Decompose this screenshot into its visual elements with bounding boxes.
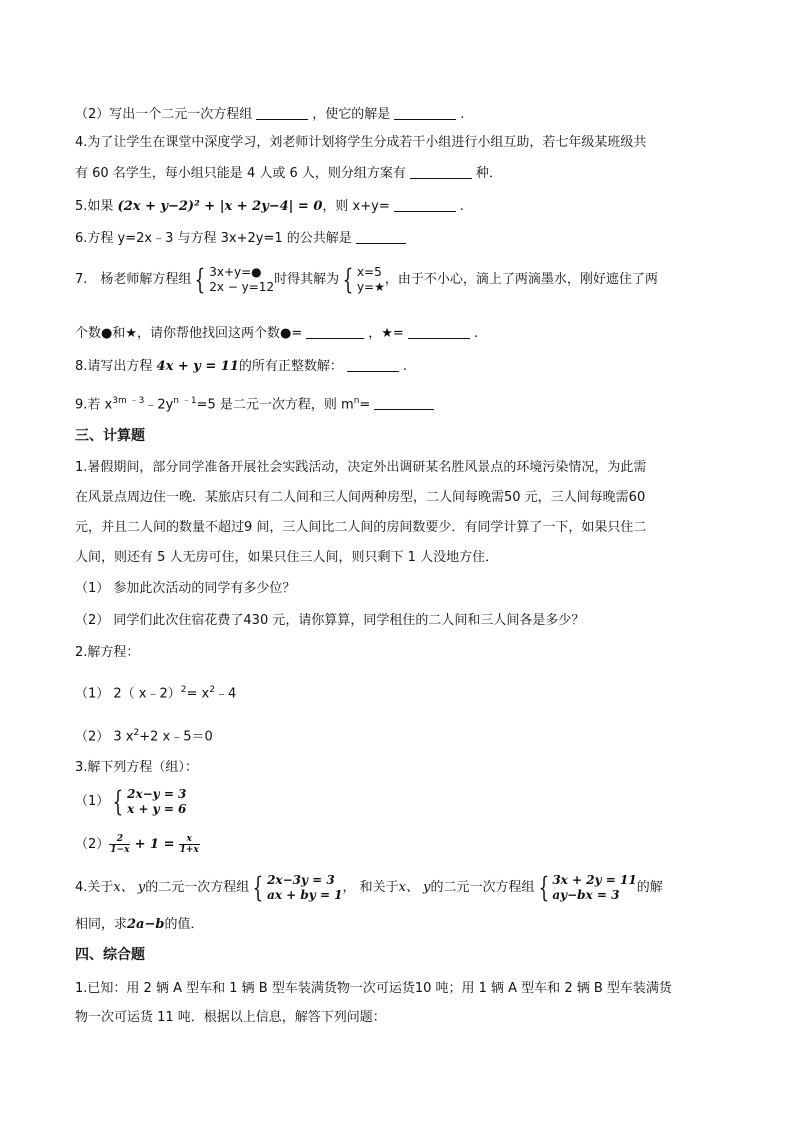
equation-system: 3x+y=● 2x − y=12	[209, 264, 275, 294]
comprehensive-1-line1: 1.已知：用 2 辆 A 型车和 1 辆 B 型车装满货物一次可运货10 吨；用 1 辆 A 型车和 2 辆 B 型车装满货	[75, 981, 672, 996]
section-title-comprehensive: 四、综合题	[75, 947, 145, 963]
equation: (2x + y−2)² + |x + 2y−4| = 0	[117, 199, 323, 214]
problem-3-title: 3.解下列方程（组）：	[75, 760, 198, 775]
comprehensive-1-line2: 物一次可运货 11 吨．根据以上信息，解答下列问题：	[75, 1010, 386, 1025]
answer-blank[interactable]	[408, 324, 470, 339]
answer-blank[interactable]	[306, 324, 364, 339]
equation-system: 3x + 2y = 11 ay−bx = 3	[552, 872, 637, 902]
question-9: 9.若 $x^{3m ﹣3}﹣2y^{n ﹣1}=5$ 是二元一次方程，则 $m^n=$	[75, 392, 734, 414]
question-8: 8.请写出方程 4x + y = 11的所有正整数解： .	[75, 359, 408, 374]
answer-blank[interactable]	[356, 229, 406, 244]
problem-2-title: 2.解方程：	[75, 645, 140, 660]
fraction: $\frac{x}{1+x}$	[179, 834, 199, 855]
problem-3-q1: （1） { 2x−y = 3 x + y = 6	[75, 784, 187, 818]
left-brace: {	[342, 262, 354, 296]
question-7-line1: 7. 杨老师解方程组 { 3x+y=● 2x − y=12 时得其解为 { x=5 y=★ ，由于不小心，滴上了两滴墨水，刚好遮住了两	[75, 262, 658, 296]
problem-1-q1: （1） 参加此次活动的同学有多少位？	[75, 581, 296, 596]
problem-4-line1: 4.关于x、 y的二元一次方程组 { 2x−3y = 3 ax + by = 1 ， 和关于x、 y的二元一次方程组 { 3x + 2y = 11 ay−bx = 3 的解	[75, 870, 663, 904]
equation-system: 2x−y = 3 x + y = 6	[127, 786, 187, 816]
problem-1-line3: 元，并且二人间的数量不超过9 间，三人间比二人间的房间数要少．有同学计算了一下，如果只住二	[75, 520, 647, 535]
equation-system: 2x−3y = 3 ax + by = 1	[267, 872, 343, 902]
left-brace: {	[252, 870, 264, 904]
section-title-calculation: 三、计算题	[75, 428, 145, 444]
problem-2-q1: （1） 2（ x﹣2）$^2$= $x^2﹣4$	[75, 685, 237, 702]
answer-blank[interactable]	[394, 105, 456, 120]
problem-1-q2: （2） 同学们此次住宿花费了430 元，请你算算，同学租住的二人间和三人间各是多少？	[75, 613, 585, 628]
question-2-2: （2）写出一个二元一次方程组 ，使它的解是 .	[75, 107, 465, 122]
problem-1-line1: 1.暑假期间，部分同学准备开展社会实践活动，决定外出调研某名胜风景点的环境污染情况，为此需	[75, 460, 647, 475]
problem-3-q2: （2） $\frac{2}{1-x}$ + 1 = $\frac{x}{1+x}$	[75, 834, 199, 855]
question-7-line2: 个数●和★，请你帮他找回这两个数●= ，★= .	[75, 326, 478, 341]
problem-1-line2: 在风景点周边住一晚．某旅店只有二人间和三人间两种房型，二人间每晚需50 元，三人间每晚需60	[75, 490, 646, 505]
left-brace: {	[194, 262, 206, 296]
equation: 4x + y = 11	[156, 359, 239, 374]
problem-1-line4: 人间，则还有 5 人无房可住，如果只住三人间，则只剩下 1 人没地方住．	[75, 550, 499, 565]
question-5: 5.如果 (2x + y−2)² + |x + 2y−4| = 0，则 x+y= .	[75, 199, 464, 214]
question-6: 6.方程 y=2x﹣3 与方程 3x+2y=1 的公共解是	[75, 229, 734, 248]
answer-blank[interactable]	[394, 197, 456, 212]
problem-4-line2: 相同，求2a−b的值．	[75, 917, 204, 932]
question-4-line2: 有 60 名学生，每小组只能是 4 人或 6 人，则分组方案有 种．	[75, 166, 502, 181]
answer-blank[interactable]	[347, 357, 399, 372]
fraction: $\frac{2}{1-x}$	[110, 834, 130, 855]
answer-blank[interactable]	[374, 395, 434, 410]
solution-system: x=5 y=★	[356, 264, 385, 294]
question-4-line1: 4.为了让学生在课堂中深度学习，刘老师计划将学生分成若干小组进行小组互助，若七年级某班级共	[75, 135, 647, 150]
left-brace: {	[112, 784, 124, 818]
problem-2-q2: （2） 3 $x^2+2$ x﹣5＝0	[75, 728, 213, 745]
answer-blank[interactable]	[410, 164, 472, 179]
answer-blank[interactable]	[256, 105, 308, 120]
left-brace: {	[538, 870, 549, 904]
